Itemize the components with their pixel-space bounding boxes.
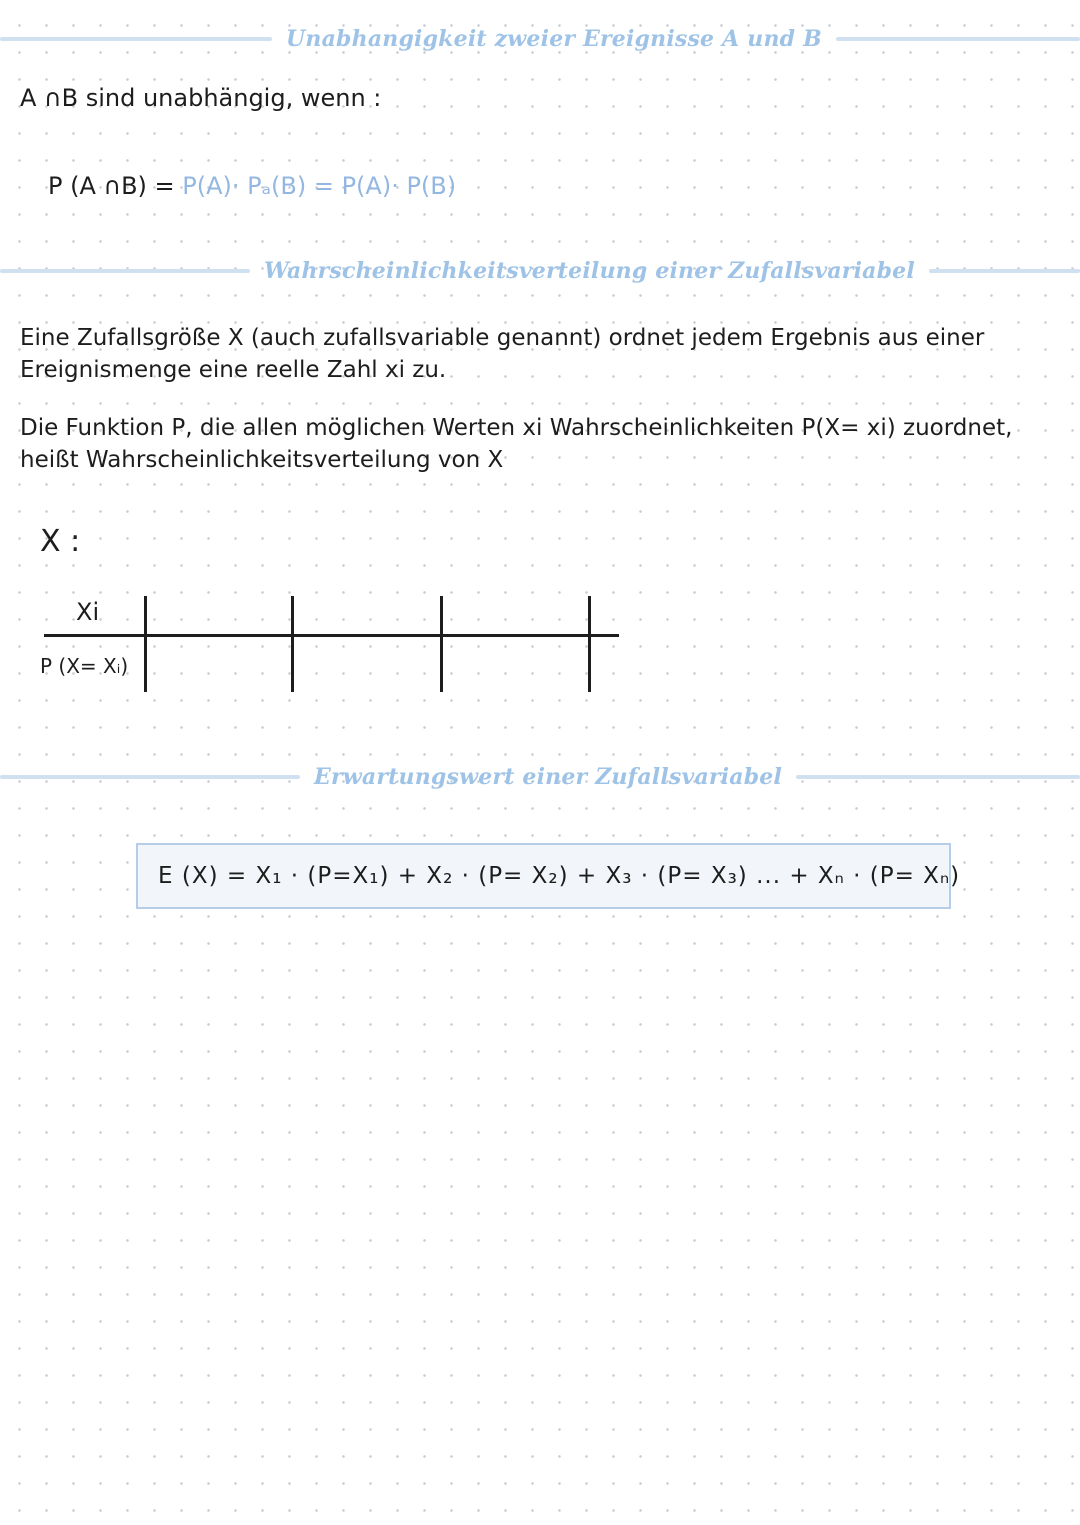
table-row-label-xi: Xi xyxy=(76,598,100,626)
heading-expectation xyxy=(0,764,1080,790)
independence-formula xyxy=(48,172,456,200)
table-column-divider xyxy=(291,596,294,692)
heading-distribution-title: Wahrscheinlichkeitsverteilung einer Zufallsvariabel xyxy=(264,258,915,284)
expectation-formula-box xyxy=(136,843,961,909)
heading-rule-right xyxy=(796,775,1080,779)
paragraph-random-variable-text: Eine Zufallsgröße X (auch zufallsvariable genannt) ordnet jedem Ergebnis aus einer Ereignismenge eine reelle Zahl xi zu. xyxy=(20,325,985,383)
heading-expectation-title: Erwartungswert einer Zufallsvariabel xyxy=(314,764,783,790)
independence-condition: A ∩B sind unabhängig, wenn : xyxy=(20,84,382,112)
independence-formula-right: P(A)· Pₐ(B) = P(A)· P(B) xyxy=(182,172,457,200)
paragraph-distribution-function xyxy=(20,412,1060,476)
variable-label: X : xyxy=(40,524,81,559)
table-column-divider xyxy=(144,596,147,692)
heading-rule-right xyxy=(929,269,1080,273)
paragraph-distribution-function-text: Die Funktion P, die allen möglichen Werten xi Wahrscheinlichkeiten P(X= xi) zuordnet, heißt Wahrscheinlichkeitsverteilung von X xyxy=(20,415,1013,473)
heading-distribution xyxy=(0,258,1080,284)
distribution-table xyxy=(40,592,620,696)
heading-rule-right xyxy=(836,37,1080,41)
heading-rule-left xyxy=(0,269,250,273)
table-horizontal-line xyxy=(44,634,619,637)
independence-formula-left: P (A ∩B) = xyxy=(48,172,183,200)
heading-independence xyxy=(0,26,1080,52)
paragraph-random-variable xyxy=(20,322,1060,386)
table-column-divider xyxy=(588,596,591,692)
expectation-formula: E (X) = X₁ · (P=X₁) + X₂ · (P= X₂) + X₃ · (P= X₃) ... + Xₙ · (P= Xₙ) xyxy=(158,863,961,889)
table-row-label-probability: P (X= Xᵢ) xyxy=(40,654,129,678)
heading-rule-left xyxy=(0,775,300,779)
heading-independence-title: Unabhangigkeit zweier Ereignisse A und B xyxy=(286,26,822,52)
table-column-divider xyxy=(440,596,443,692)
heading-rule-left xyxy=(0,37,272,41)
